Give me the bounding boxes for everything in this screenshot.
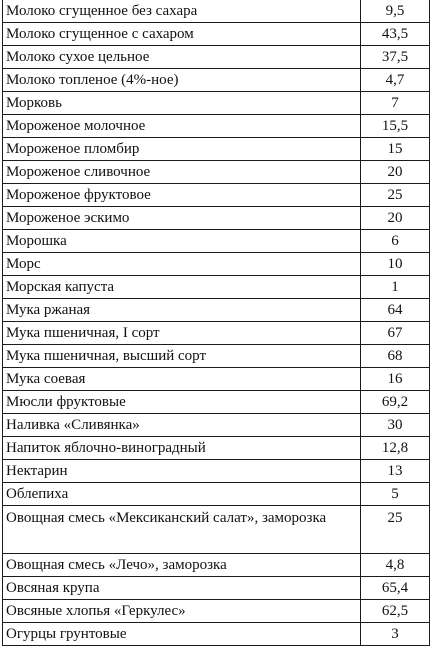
food-name-cell: Огурцы грунтовые (3, 623, 361, 646)
food-name-cell: Морская капуста (3, 276, 361, 299)
food-name-cell: Мороженое молочное (3, 115, 361, 138)
food-name-cell: Мука пшеничная, I сорт (3, 322, 361, 345)
food-name-cell: Мюсли фруктовые (3, 391, 361, 414)
food-value-cell: 3 (361, 623, 430, 646)
table-row (3, 138, 430, 161)
table-row (3, 414, 430, 437)
food-value-cell: 16 (361, 368, 430, 391)
table-row (3, 577, 430, 600)
food-name-cell: Облепиха (3, 483, 361, 506)
food-value-cell: 10 (361, 253, 430, 276)
table-row (3, 184, 430, 207)
food-name-cell: Напиток яблочно-виноградный (3, 437, 361, 460)
food-value-cell: 9,5 (361, 0, 430, 23)
table-row (3, 92, 430, 115)
food-value-cell: 37,5 (361, 46, 430, 69)
table-row (3, 506, 430, 554)
food-value-cell: 64 (361, 299, 430, 322)
food-value-cell: 62,5 (361, 600, 430, 623)
food-value-cell: 20 (361, 161, 430, 184)
food-name-cell: Морковь (3, 92, 361, 115)
table-row (3, 322, 430, 345)
food-value-cell: 13 (361, 460, 430, 483)
food-name-cell: Мороженое эскимо (3, 207, 361, 230)
food-value-cell: 12,8 (361, 437, 430, 460)
food-name-cell: Молоко сухое цельное (3, 46, 361, 69)
food-name-cell: Морошка (3, 230, 361, 253)
table-row (3, 600, 430, 623)
table-row (3, 69, 430, 92)
food-name-cell: Мука пшеничная, высший сорт (3, 345, 361, 368)
food-value-cell: 69,2 (361, 391, 430, 414)
food-name-cell: Морс (3, 253, 361, 276)
food-name-cell: Молоко топленое (4%-ное) (3, 69, 361, 92)
food-name-cell: Овсяные хлопья «Геркулес» (3, 600, 361, 623)
food-name-cell: Наливка «Сливянка» (3, 414, 361, 437)
table-row (3, 276, 430, 299)
table-row (3, 115, 430, 138)
table-row (3, 23, 430, 46)
food-value-cell: 65,4 (361, 577, 430, 600)
food-value-cell: 5 (361, 483, 430, 506)
table-row (3, 345, 430, 368)
table-row (3, 483, 430, 506)
food-name-cell: Овощная смесь «Мексиканский салат», заморозка (3, 506, 361, 554)
table-row (3, 161, 430, 184)
food-value-cell: 20 (361, 207, 430, 230)
food-name-cell: Молоко сгущенное без сахара (3, 0, 361, 23)
table-row (3, 207, 430, 230)
food-value-cell: 15 (361, 138, 430, 161)
food-name-cell: Нектарин (3, 460, 361, 483)
table-row (3, 253, 430, 276)
food-value-cell: 6 (361, 230, 430, 253)
food-value-cell: 25 (361, 184, 430, 207)
food-name-cell: Мука ржаная (3, 299, 361, 322)
food-value-cell: 7 (361, 92, 430, 115)
food-value-cell: 30 (361, 414, 430, 437)
food-name-cell: Мука соевая (3, 368, 361, 391)
food-value-cell: 4,7 (361, 69, 430, 92)
food-value-cell: 43,5 (361, 23, 430, 46)
table-row (3, 460, 430, 483)
food-name-cell: Мороженое фруктовое (3, 184, 361, 207)
table-row (3, 623, 430, 646)
table-row (3, 46, 430, 69)
food-value-cell: 67 (361, 322, 430, 345)
food-table-page (2, 0, 429, 646)
food-value-cell: 25 (361, 506, 430, 554)
table-row (3, 437, 430, 460)
table-row (3, 391, 430, 414)
table-row (3, 230, 430, 253)
table-row (3, 554, 430, 577)
food-name-cell: Мороженое пломбир (3, 138, 361, 161)
food-value-cell: 15,5 (361, 115, 430, 138)
food-value-cell: 4,8 (361, 554, 430, 577)
food-value-cell: 68 (361, 345, 430, 368)
table-row (3, 368, 430, 391)
food-name-cell: Молоко сгущенное с сахаром (3, 23, 361, 46)
food-name-cell: Овсяная крупа (3, 577, 361, 600)
food-name-cell: Овощная смесь «Лечо», заморозка (3, 554, 361, 577)
food-value-table (2, 0, 430, 646)
food-value-cell: 1 (361, 276, 430, 299)
table-row (3, 299, 430, 322)
table-row (3, 0, 430, 23)
food-name-cell: Мороженое сливочное (3, 161, 361, 184)
